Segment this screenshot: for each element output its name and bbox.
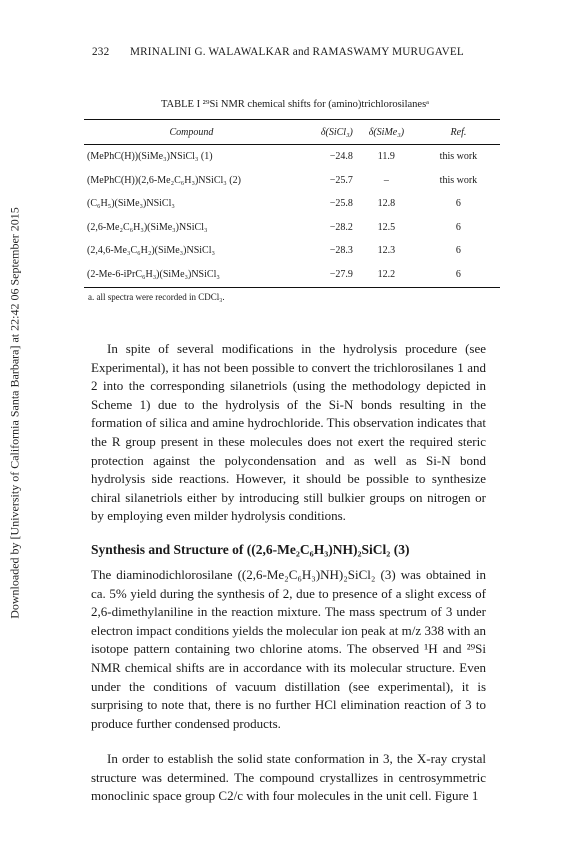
nmr-shift-table bbox=[84, 119, 500, 288]
compound-cell: (2,4,6-Me₃C₆H₂)(SiMe₃)NSiCl₃ bbox=[87, 245, 215, 257]
table-row bbox=[84, 263, 500, 287]
sime3-cell: 12.3 bbox=[377, 245, 396, 257]
sime3-cell: 12.5 bbox=[377, 221, 396, 233]
body-paragraph-1: In spite of several modifications in the hydrolysis procedure (see Experimental), it has not been possible to convert the trichlorosilanes 1 and 2 into the corresponding silanetriols (using the methodology depicted in Scheme 1) due to the hydrolysis of the Si-N bonds resulting in the formation of silica and amine hydrochloride. This observation indicates that the R group present in these molecules does not exert the required steric protection against the polycondensation and as well as Si-N bond hydrolysis side reactions. However, it should be possible to synthesize chiral silanetriols either by introducing still bulkier groups on nitrogen or by employing even milder hydrolysis conditions. bbox=[91, 341, 486, 524]
sime3-cell: 12.2 bbox=[356, 263, 417, 287]
compound-cell: (MePhC(H))(SiMe₃)NSiCl₃ (1) bbox=[87, 151, 213, 162]
compound-cell: (2,6-Me₂C₆H₃)(SiMe₃)NSiCl₃ bbox=[87, 221, 208, 233]
table-row bbox=[84, 169, 500, 193]
sime3-cell: – bbox=[383, 174, 389, 186]
column-header-ref: Ref. bbox=[417, 120, 500, 145]
ref-cell: 6 bbox=[417, 263, 500, 287]
ref-cell: this work bbox=[439, 151, 478, 162]
table-row bbox=[84, 239, 500, 263]
column-header-compound: Compound bbox=[84, 120, 299, 145]
sime3-cell: 12.8 bbox=[377, 198, 396, 210]
body-paragraph-3: In order to establish the solid state conformation in 3, the X-ray crystal structure was determined. The compound crystallizes in centrosymmetric monoclinic space group C2/c with four molecules in the unit cell. Figure 1 bbox=[91, 751, 486, 804]
compound-cell: (MePhC(H))(2,6-Me₂C₆H₃)NSiCl₃ (2) bbox=[87, 174, 241, 186]
sicl3-cell: −27.9 bbox=[299, 263, 356, 287]
download-watermark bbox=[0, 178, 30, 648]
sicl3-cell: −28.2 bbox=[329, 221, 353, 233]
body-paragraph-2: The diaminodichlorosilane ((2,6-Me₂C₆H₃)NH)₂SiCl₂ (3) was obtained in ca. 5% yield during the synthesis of 2, due to presence of a slight excess of 2,6-dimethylaniline in the reaction mixture. The mass spectrum of 3 under electron impact conditions yields the molecular ion peak at m/z 338 with an isotope pattern containing two chlorine atoms. The observed ¹H and ²⁹Si NMR chemical shifts are in accordance with its molecular structure. Even under the conditions of vacuum distillation (see experimental), it is surprising to note that, there is no further HCl elimination reaction of 3 to produce further condensed products. bbox=[91, 567, 486, 731]
running-title: MRINALINI G. WALAWALKAR and RAMASWAMY MURUGAVEL bbox=[130, 46, 464, 58]
running-header bbox=[92, 46, 506, 58]
table-row bbox=[84, 216, 500, 240]
sime3-cell: 11.9 bbox=[377, 151, 395, 162]
ref-cell: 6 bbox=[455, 221, 461, 233]
compound-cell: (2-Me-6-iPrC₆H₃)(SiMe₃)NSiCl₃ bbox=[84, 263, 299, 287]
column-header-sime3: δ(SiMe₃) bbox=[356, 120, 417, 145]
download-watermark-text: Downloaded by [University of California Santa Barbara] at 22:42 06 September 2015 bbox=[7, 207, 22, 619]
compound-cell: (C₆H₅)(SiMe₃)NSiCl₃ bbox=[87, 198, 175, 210]
page-number: 232 bbox=[92, 46, 110, 58]
table-footnote: a. all spectra were recorded in CDCl₃. bbox=[88, 292, 225, 302]
sicl3-cell: −24.8 bbox=[329, 151, 353, 162]
table-row bbox=[84, 192, 500, 216]
ref-cell: this work bbox=[439, 174, 478, 186]
ref-cell: 6 bbox=[455, 198, 461, 210]
sicl3-cell: −25.7 bbox=[329, 174, 353, 186]
table-row bbox=[84, 145, 500, 169]
sicl3-cell: −25.8 bbox=[329, 198, 353, 210]
table-caption: TABLE I ²⁹Si NMR chemical shifts for (amino)trichlorosilanesᵃ bbox=[160, 99, 430, 110]
section-heading: Synthesis and Structure of ((2,6-Me₂C₆H₃)NH)₂SiCl₂ (3) bbox=[91, 542, 410, 557]
table-header-row bbox=[84, 120, 500, 145]
column-header-sicl3: δ(SiCl₃) bbox=[299, 120, 356, 145]
sicl3-cell: −28.3 bbox=[329, 245, 353, 257]
ref-cell: 6 bbox=[455, 245, 461, 257]
